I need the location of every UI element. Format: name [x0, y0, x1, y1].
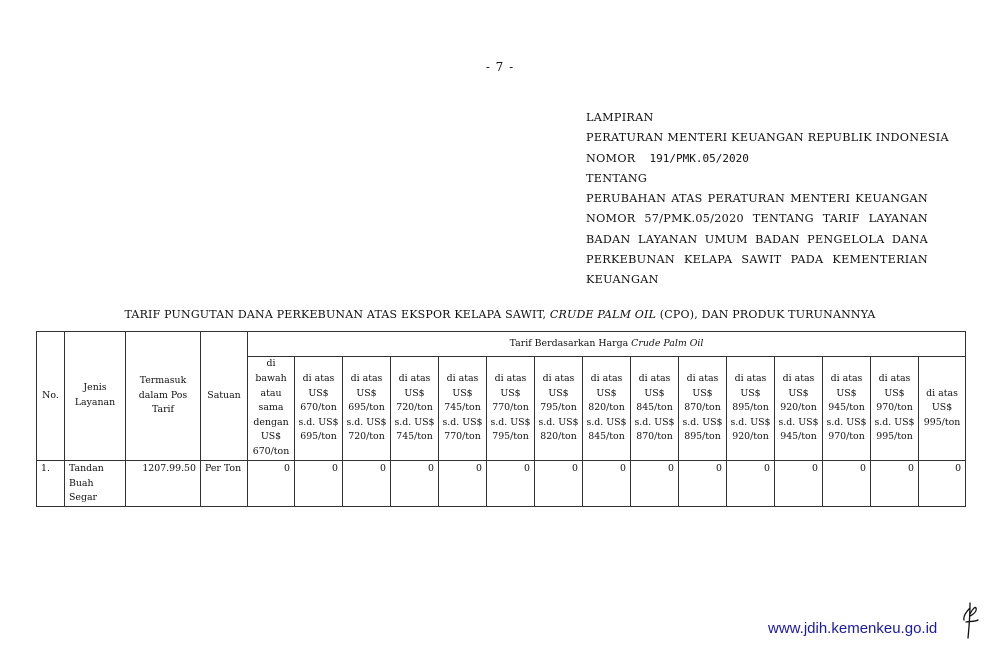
subject-line-1: PERUBAHAN ATAS PERATURAN MENTERI KEUANGAN	[586, 192, 928, 206]
row-value-6: 0	[487, 461, 535, 507]
row-pos-tarif: 1207.99.50	[126, 461, 201, 507]
table-row	[37, 461, 966, 507]
price-header-5: di atas US$ 745/ton s.d. US$ 770/ton	[439, 357, 487, 461]
nomor-line	[586, 149, 928, 169]
page-number: - 7 -	[485, 60, 515, 74]
row-value-2: 0	[295, 461, 343, 507]
row-value-3: 0	[343, 461, 391, 507]
price-header-9: di atas US$ 845/ton s.d. US$ 870/ton	[631, 357, 679, 461]
price-header-10: di atas US$ 870/ton s.d. US$ 895/ton	[679, 357, 727, 461]
price-group-prefix: Tarif Berdasarkan Harga	[509, 337, 632, 349]
row-jenis-layanan: Tandan Buah Segar	[65, 461, 126, 507]
price-header-8: di atas US$ 820/ton s.d. US$ 845/ton	[583, 357, 631, 461]
price-header-6: di atas US$ 770/ton s.d. US$ 795/ton	[487, 357, 535, 461]
row-value-12: 0	[775, 461, 823, 507]
price-header-3: di atas US$ 695/ton s.d. US$ 720/ton	[343, 357, 391, 461]
row-satuan: Per Ton	[201, 461, 248, 507]
price-header-12: di atas US$ 920/ton s.d. US$ 945/ton	[775, 357, 823, 461]
lampiran-block	[586, 108, 949, 291]
row-value-8: 0	[583, 461, 631, 507]
subject-line-5: KEUANGAN	[586, 273, 659, 287]
header-satuan: Satuan	[201, 332, 248, 461]
header-price-group	[248, 332, 966, 357]
table-title-italic: CRUDE PALM OIL	[549, 308, 657, 321]
subject-line-2: NOMOR 57/PMK.05/2020 TENTANG TARIF LAYANAN	[586, 212, 928, 226]
row-value-15: 0	[919, 461, 966, 507]
initial-signature	[958, 600, 982, 640]
nomor-label: NOMOR	[586, 151, 636, 165]
row-value-11: 0	[727, 461, 775, 507]
header-row-1	[37, 332, 966, 357]
header-jenis-layanan: Jenis Layanan	[65, 332, 126, 461]
subject-line-3: BADAN LAYANAN UMUM BADAN PENGELOLA DANA	[586, 232, 928, 246]
table-title-suffix: (CPO), DAN PRODUK TURUNANNYA	[656, 308, 876, 321]
price-header-2: di atas US$ 670/ton s.d. US$ 695/ton	[295, 357, 343, 461]
subject-line-4: PERKEBUNAN KELAPA SAWIT PADA KEMENTERIAN	[586, 253, 928, 267]
row-value-5: 0	[439, 461, 487, 507]
tentang-label: TENTANG	[586, 171, 648, 185]
price-header-11: di atas US$ 895/ton s.d. US$ 920/ton	[727, 357, 775, 461]
price-header-7: di atas US$ 795/ton s.d. US$ 820/ton	[535, 357, 583, 461]
row-value-14: 0	[871, 461, 919, 507]
price-header-1: di bawah atau sama dengan US$ 670/ton	[248, 357, 295, 461]
jdih-website-link[interactable]: www.jdih.kemenkeu.go.id	[768, 620, 938, 637]
row-value-4: 0	[391, 461, 439, 507]
row-no: 1.	[37, 461, 65, 507]
header-pos-tarif: Termasuk dalam Pos Tarif	[126, 332, 201, 461]
row-value-1: 0	[248, 461, 295, 507]
lampiran-heading: LAMPIRAN	[586, 111, 654, 124]
table-title-prefix: TARIF PUNGUTAN DANA PERKEBUNAN ATAS EKSPOR KELAPA SAWIT,	[124, 308, 550, 321]
row-value-9: 0	[631, 461, 679, 507]
price-header-15: di atas US$ 995/ton	[919, 357, 966, 461]
price-header-4: di atas US$ 720/ton s.d. US$ 745/ton	[391, 357, 439, 461]
price-header-13: di atas US$ 945/ton s.d. US$ 970/ton	[823, 357, 871, 461]
row-value-10: 0	[679, 461, 727, 507]
row-value-7: 0	[535, 461, 583, 507]
price-group-italic: Crude Palm Oil	[631, 337, 704, 349]
regulation-title: PERATURAN MENTERI KEUANGAN REPUBLIK INDONESIA	[586, 131, 949, 145]
nomor-value: 191/PMK.05/2020	[649, 151, 749, 165]
tariff-table	[36, 331, 966, 507]
header-no: No.	[37, 332, 65, 461]
price-header-14: di atas US$ 970/ton s.d. US$ 995/ton	[871, 357, 919, 461]
table-title	[0, 308, 1000, 321]
row-value-13: 0	[823, 461, 871, 507]
